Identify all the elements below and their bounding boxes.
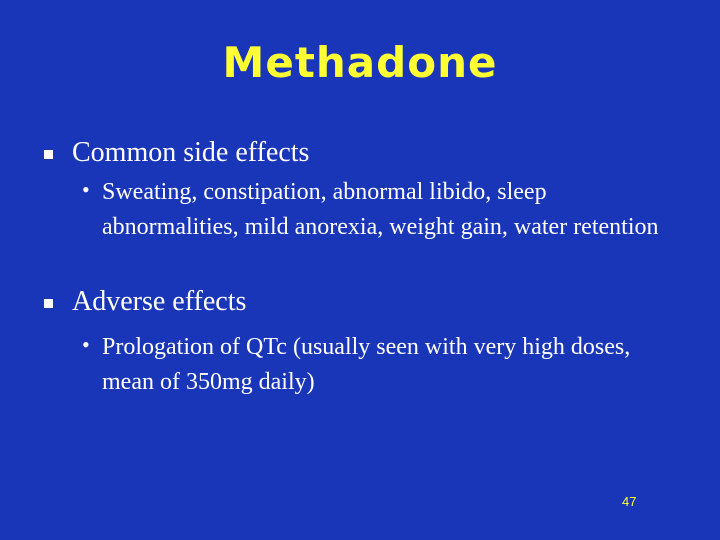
dot-bullet-icon: • bbox=[82, 332, 90, 357]
sub-bullet-text: Prologation of QTc (usually seen with very high doses, mean of 350mg daily) bbox=[102, 334, 631, 395]
bullet-label: Adverse effects bbox=[72, 286, 247, 317]
sub-bullet-text: Sweating, constipation, abnormal libido, sleep abnormalities, mild anorexia, weight gain, water retention bbox=[102, 179, 659, 240]
dot-bullet-icon: • bbox=[82, 177, 90, 202]
bullet-label: Common side effects bbox=[72, 137, 310, 168]
sub-bullet-side-effects-list bbox=[82, 175, 672, 245]
bullet-adverse-effects bbox=[44, 285, 246, 319]
slide-title: Methadone bbox=[222, 38, 498, 87]
page-number: 47 bbox=[622, 494, 637, 509]
square-bullet-icon bbox=[44, 299, 53, 308]
square-bullet-icon bbox=[44, 150, 53, 159]
bullet-common-side-effects bbox=[44, 136, 309, 170]
sub-bullet-qtc bbox=[82, 330, 672, 400]
